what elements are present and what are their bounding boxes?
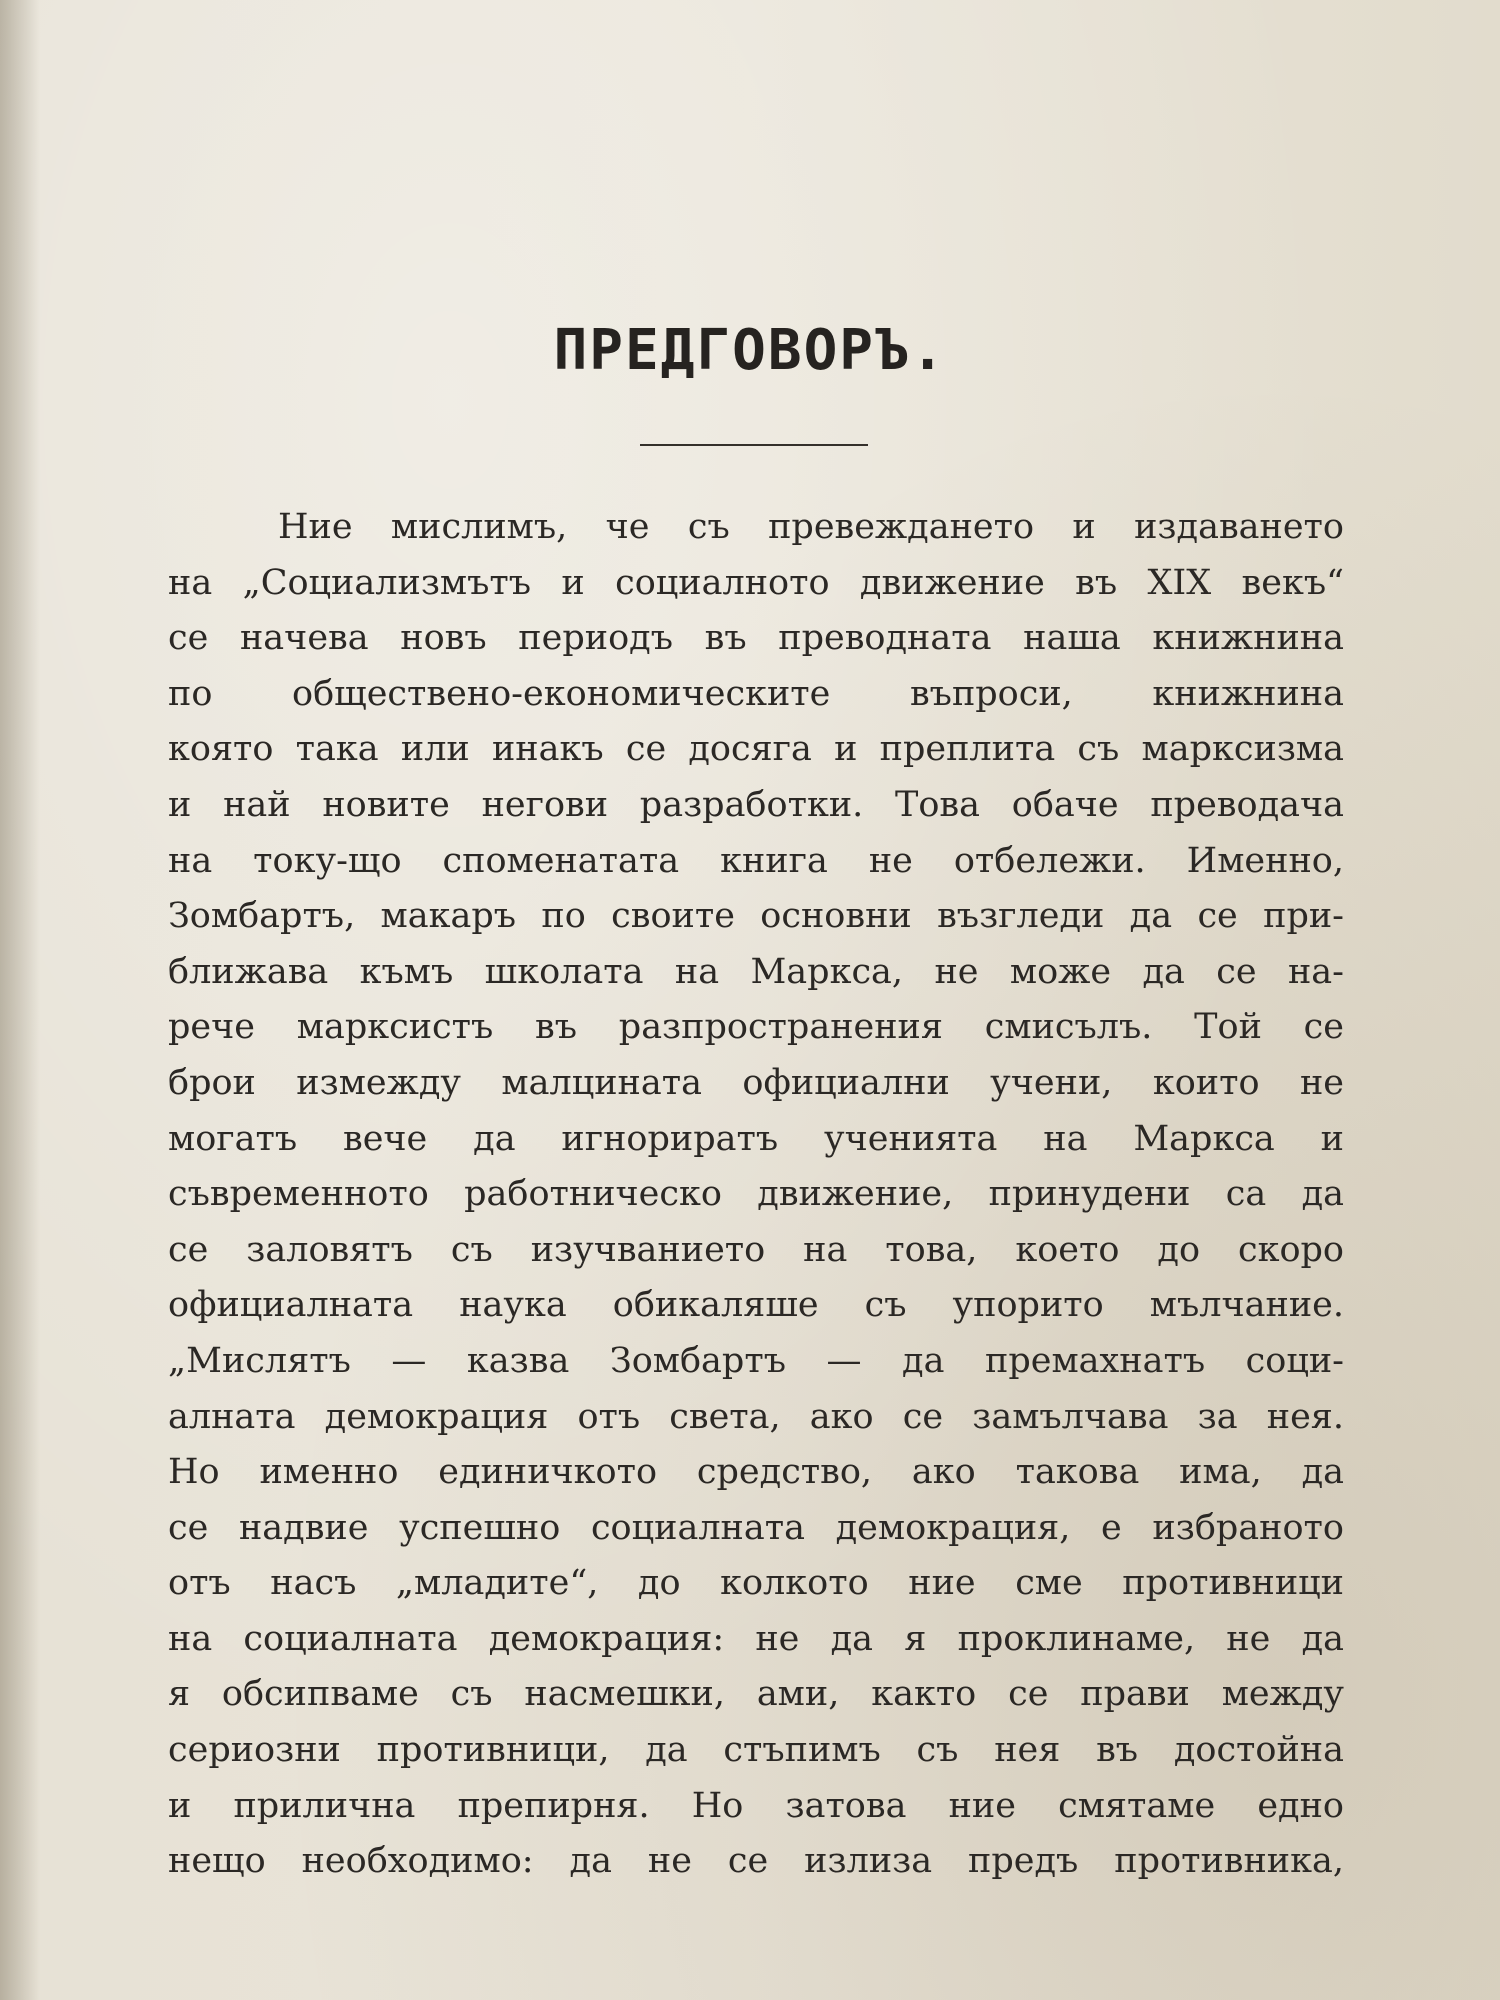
title-divider <box>640 444 868 446</box>
text-line: я обсипваме съ насмешки, ами, както се прави между <box>168 1674 1344 1715</box>
text-line: сериозни противници, да стъпимъ съ нея въ достойна <box>168 1730 1344 1771</box>
text-line: се надвие успешно социалната демокрация, е избраното <box>168 1507 1344 1548</box>
text-line: се начева новъ периодъ въ преводната наша книжнина <box>168 618 1344 659</box>
text-line: по обществено-економическите въпроси, книжнина <box>168 673 1344 714</box>
text-line: която така или инакъ се досяга и преплита съ марксизма <box>168 729 1344 770</box>
text-line: съвременното работническо движение, принудени са да <box>168 1174 1344 1215</box>
text-line: нещо необходимо: да не се излиза предъ противника, <box>168 1841 1344 1882</box>
preface-body <box>168 500 1344 1890</box>
page-spine-shadow <box>0 0 40 2000</box>
text-line: и най новите негови разработки. Това обаче преводача <box>168 784 1344 825</box>
text-line: на „Социализмътъ и социалното движение въ XIX векъ“ <box>168 562 1344 603</box>
text-line: Но именно единичкото средство, ако такова има, да <box>168 1452 1344 1493</box>
text-line: отъ насъ „младите“, до колкото ние сме противници <box>168 1563 1344 1604</box>
text-line: официалната наука обикаляше съ упорито мълчание. <box>168 1285 1344 1326</box>
text-line: „Мислятъ — казва Зомбартъ — да премахнатъ соци- <box>168 1340 1344 1381</box>
page-title: ПРЕДГОВОРЪ. <box>553 318 947 383</box>
text-line: брои измежду малцината официални учени, които не <box>168 1062 1344 1103</box>
text-line: алната демокрация отъ света, ако се замълчава за нея. <box>168 1396 1344 1437</box>
text-line: се заловятъ съ изучванието на това, което до скоро <box>168 1229 1344 1270</box>
text-line: на социалната демокрация: не да я проклинаме, не да <box>168 1618 1344 1659</box>
text-line: Ние мислимъ, че съ превеждането и издаването <box>278 507 1344 547</box>
text-line: могатъ вече да игнориратъ ученията на Маркса и <box>168 1118 1344 1159</box>
text-line: рече марксистъ въ разпространения смисълъ. Той се <box>168 1007 1344 1048</box>
text-line: и прилична препирня. Но затова ние смятаме едно <box>168 1785 1344 1826</box>
text-line: ближава къмъ школата на Маркса, не може да се на- <box>168 951 1344 992</box>
text-line: на току-що споменатата книга не отбележи. Именно, <box>168 840 1344 881</box>
text-line: Зомбартъ, макаръ по своите основни възгледи да се при- <box>168 896 1344 937</box>
